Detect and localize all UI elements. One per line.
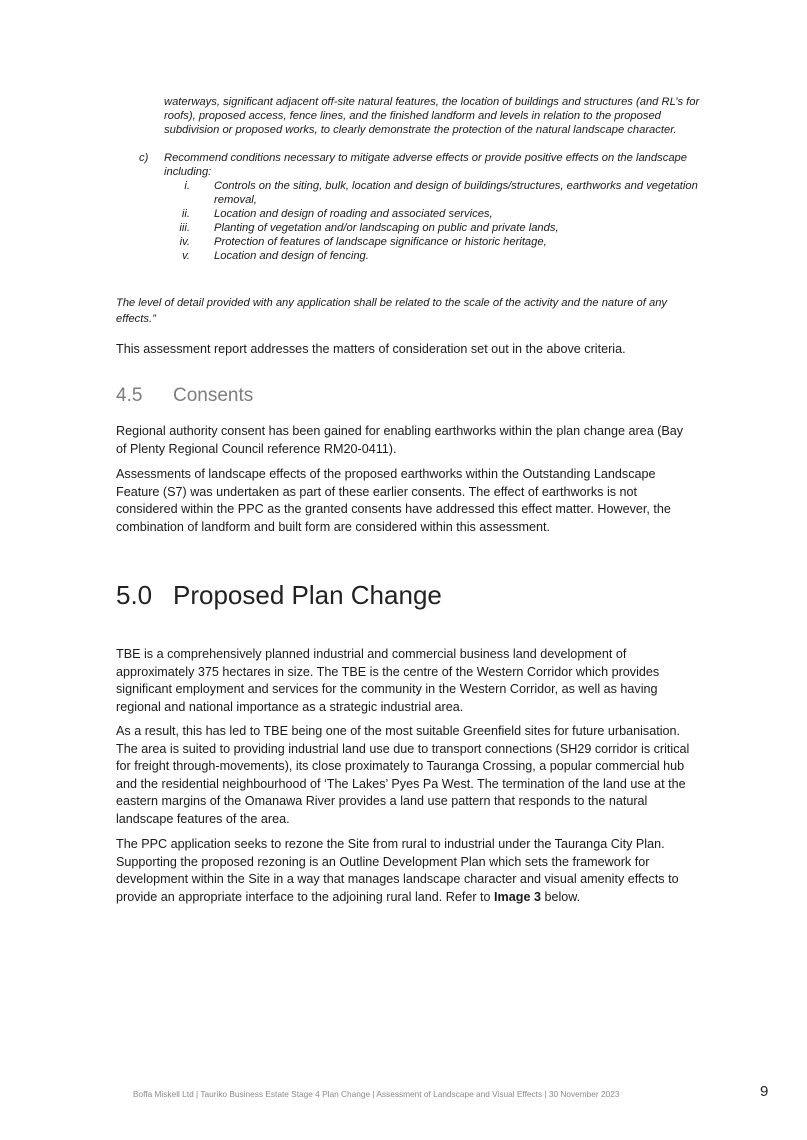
sublist-item-number: iv. xyxy=(179,236,190,248)
section-5-0-number: 5.0 xyxy=(116,580,153,610)
page-number: 9 xyxy=(760,1083,769,1100)
section-4-5-heading xyxy=(116,385,253,407)
sublist-item-number: ii. xyxy=(181,208,190,220)
criteria-sublist xyxy=(164,179,704,263)
sublist-item xyxy=(164,221,704,235)
section-4-5-title: Consents xyxy=(173,385,254,406)
intro-paragraph: This assessment report addresses the matters of consideration set out in the above criteria. xyxy=(116,342,626,356)
sublist-item xyxy=(164,179,704,207)
sublist-item xyxy=(164,207,704,221)
consents-paragraph-2: Assessments of landscape effects of the proposed earthworks within the Outstanding Landscape Feature (S7) was undertaken as part of these earlier consents. The effect of earthworks is not considered within the PPC as the granted consents have addressed this effect matter. However, the combination of landform and built form are considered within this assessment. xyxy=(116,467,671,534)
paragraph-3-end: below. xyxy=(540,889,581,904)
plan-change-paragraph-3 xyxy=(116,836,696,906)
sublist-item-text: Protection of features of landscape significance or historic heritage, xyxy=(214,236,547,248)
sublist-item-text: Controls on the siting, bulk, location and design of buildings/structures, earthworks and vegetation removal, xyxy=(214,180,698,206)
sublist-item-text: Location and design of roading and associated services, xyxy=(214,208,493,220)
sublist-item-number: i. xyxy=(184,180,190,192)
criteria-item-c xyxy=(139,151,709,179)
criteria-continued-text: waterways, significant adjacent off-site natural features, the location of buildings and structures (and RL’s for roofs), proposed access, fence lines, and the finished landform and levels in relation to the proposed subdivision or proposed works, to clearly demonstrate the protection of the natural landscape character. xyxy=(164,96,700,136)
item-c-marker: c) xyxy=(139,152,149,164)
sublist-item xyxy=(164,235,704,249)
section-5-0-title: Proposed Plan Change xyxy=(173,580,442,610)
sublist-item xyxy=(164,249,704,263)
page-footer: Boffa Miskell Ltd | Tauriko Business Estate Stage 4 Plan Change | Assessment of Landscape and Visual Effects | 30 November 2023 xyxy=(133,1089,620,1099)
paragraph-3-text: The PPC application seeks to rezone the Site from rural to industrial under the Tauranga City Plan. Supporting the proposed rezoning is an Outline Development Plan which sets the framework for development within the Site in a way that manages landscape character and visual amenity effects to provide an appropriate interface to the adjoining rural land. Refer to xyxy=(116,837,679,904)
sublist-item-text: Planting of vegetation and/or landscaping on public and private lands, xyxy=(214,222,559,234)
plan-change-paragraph-1: TBE is a comprehensively planned industrial and commercial business land development of approximately 375 hectares in size. The TBE is the centre of the Western Corridor which provides significant employment and services for the community in the Western Corridor, as well as having regional and national importance as a strategic industrial area. xyxy=(116,647,660,714)
item-c-text: Recommend conditions necessary to mitigate adverse effects or provide positive effects on the landscape including: xyxy=(164,152,687,178)
sublist-item-number: iii. xyxy=(179,222,190,234)
sublist-item-number: v. xyxy=(182,250,190,262)
plan-change-paragraph-2: As a result, this has led to TBE being one of the most suitable Greenfield sites for future urbanisation. The area is suited to providing industrial land use due to transport connections (SH29 corridor is critical for freight through-movements), its close proximately to Tauranga Crossing, a popular commercial hub and the residential neighbourhood of ‘The Lakes’ Pyes Pa West. The termination of the land use at the eastern margins of the Omanawa River provides a land use pattern that responds to the natural landscape features of the area. xyxy=(116,724,690,826)
image-3-reference: Image 3 xyxy=(494,889,541,904)
consents-paragraph-1: Regional authority consent has been gained for enabling earthworks within the plan change area (Bay of Plenty Regional Council reference RM20-0411). xyxy=(116,424,684,456)
sublist-item-text: Location and design of fencing. xyxy=(214,250,369,262)
section-4-5-number: 4.5 xyxy=(116,385,143,406)
section-5-0-heading xyxy=(116,580,442,611)
criteria-closing-statement: The level of detail provided with any application shall be related to the scale of the activity and the nature of any effects.” xyxy=(116,297,668,325)
